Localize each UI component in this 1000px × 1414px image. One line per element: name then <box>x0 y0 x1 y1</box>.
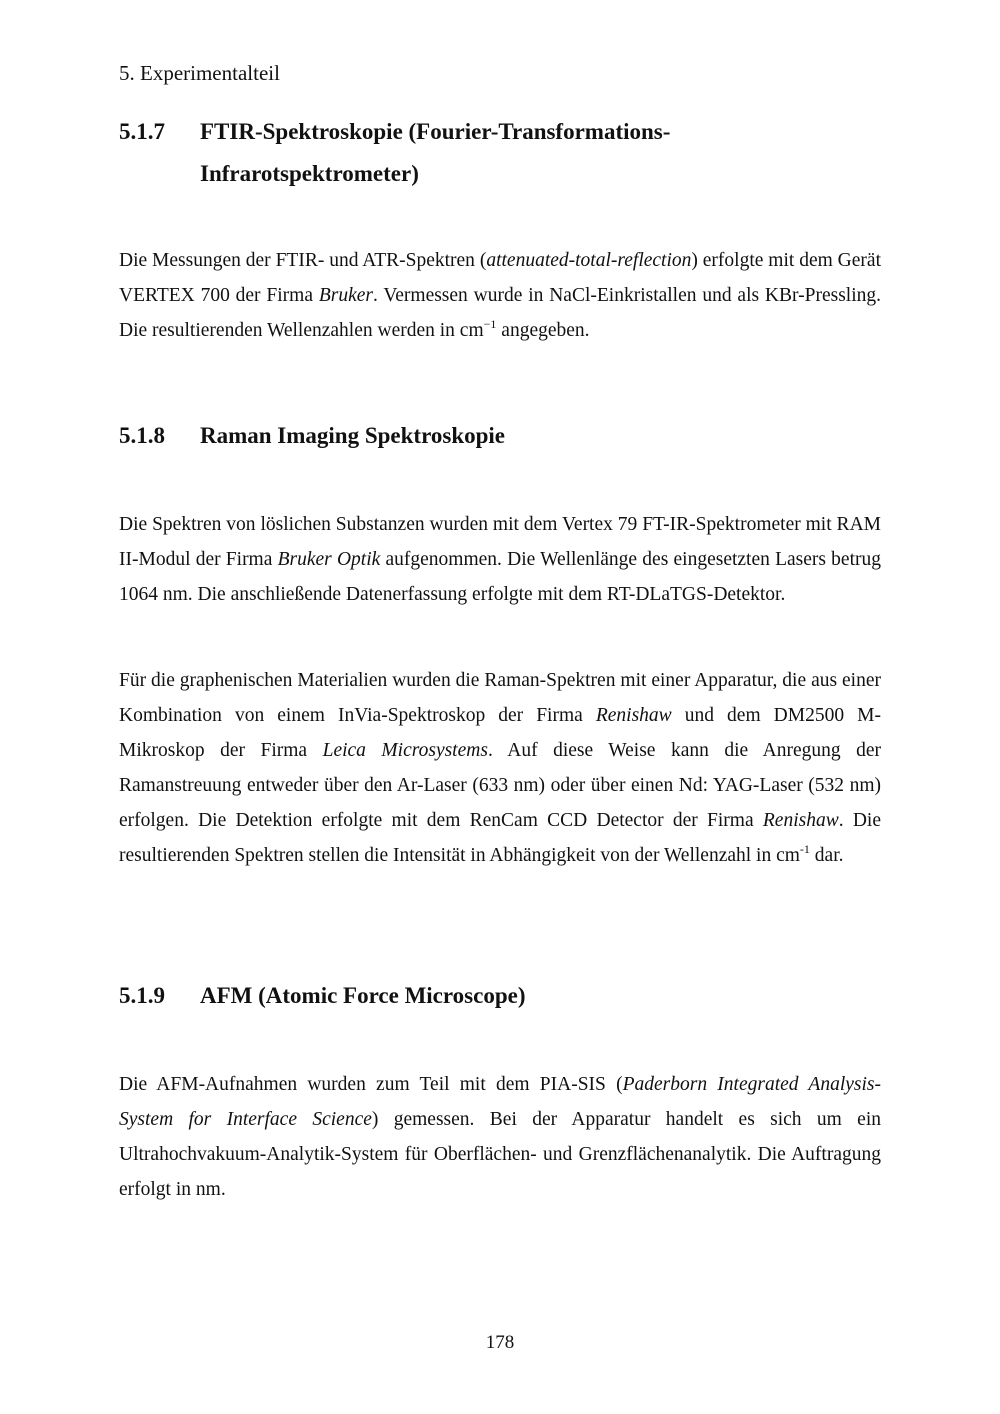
section-title: AFM (Atomic Force Microscope) <box>200 983 526 1008</box>
section-number: 5.1.9 <box>119 983 165 1008</box>
italic-company: Renishaw <box>595 705 672 726</box>
text-run: Die AFM-Aufnahmen wurden zum Teil mit dem PIA-SIS ( <box>119 1074 623 1095</box>
superscript: -1 <box>799 842 810 856</box>
section-heading-5-1-8 <box>119 415 800 457</box>
superscript: −1 <box>483 317 497 331</box>
italic-company: Bruker <box>318 285 373 306</box>
running-head: 5. Experimentalteil <box>119 61 280 85</box>
page-number: 178 <box>485 1332 515 1353</box>
text-run: und dem DM2500 M-Mikroskop der Firma <box>119 705 881 761</box>
section-heading-5-1-7 <box>119 111 800 195</box>
paragraph-afm <box>119 1067 881 1207</box>
paragraph-ftir <box>119 243 881 348</box>
paragraph-raman-1 <box>119 507 881 612</box>
text-run: ) erfolgte mit dem Gerät VERTEX 700 der Firma <box>119 250 881 306</box>
italic-term: attenuated-total-reflection <box>486 250 692 271</box>
section-title: FTIR-Spektroskopie (Fourier-Transformations-Infrarotspektrometer) <box>200 119 671 186</box>
text-run: angegeben. <box>496 320 590 341</box>
paragraph-raman-2 <box>119 663 881 873</box>
text-run: ) gemessen. Bei der Apparatur handelt es sich um ein Ultrahochvakuum-Analytik-System für Oberflächen- und Grenzflächenanalytik. Die Auftragung erfolgt in nm. <box>119 1109 881 1200</box>
section-heading-5-1-9 <box>119 975 800 1017</box>
italic-term: Paderborn Integrated Analysis-System for Interface Science <box>119 1074 881 1130</box>
italic-company: Bruker Optik <box>277 549 381 570</box>
text-run: Für die graphenischen Materialien wurden die Raman-Spektren mit einer Apparatur, die aus einer Kombination von einem InVia-Spektroskop der Firma <box>119 670 881 726</box>
section-title: Raman Imaging Spektroskopie <box>200 423 506 448</box>
text-run: dar. <box>809 845 844 866</box>
italic-company: Renishaw <box>762 810 839 831</box>
text-run: aufgenommen. Die Wellenlänge des eingesetzten Lasers betrug 1064 nm. Die anschließende Datenerfassung erfolgte mit dem RT-DLaTGS-Detektor. <box>119 549 881 605</box>
section-number: 5.1.8 <box>119 423 165 448</box>
text-run: . Vermessen wurde in NaCl-Einkristallen und als KBr-Pressling. Die resultierenden Wellenzahlen werden in cm <box>119 285 881 341</box>
text-run: Die Spektren von löslichen Substanzen wurden mit dem Vertex 79 FT-IR-Spektrometer mit RAM II-Modul der Firma <box>119 514 881 570</box>
text-run: Die Messungen der FTIR- und ATR-Spektren ( <box>119 250 487 271</box>
text-run: . Auf diese Weise kann die Anregung der Ramanstreuung entweder über den Ar-Laser (633 nm) oder über einen Nd: YAG-Laser (532 nm) erfolgen. Die Detektion erfolgte mit dem RenCam CCD Detector der Firma <box>119 740 881 831</box>
italic-company: Leica Microsystems <box>322 740 488 761</box>
section-number: 5.1.7 <box>119 119 165 144</box>
text-run: . Die resultierenden Spektren stellen die Intensität in Abhängigkeit von der Wellenzahl in cm <box>119 810 882 866</box>
